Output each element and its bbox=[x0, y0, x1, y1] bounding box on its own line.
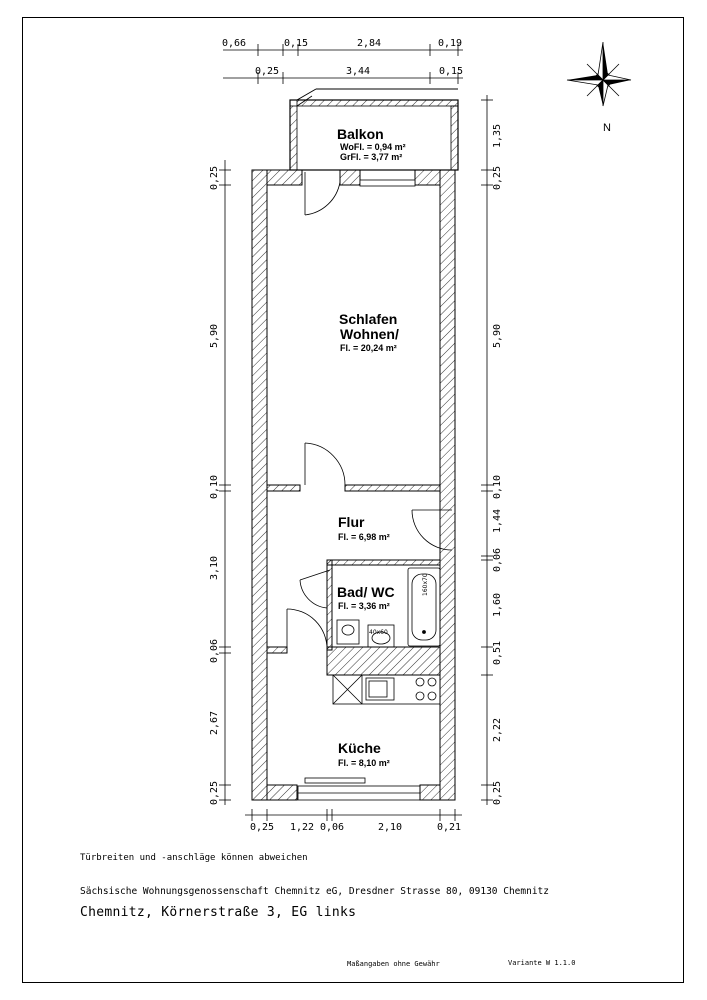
dim-top2-025: 0,25 bbox=[255, 66, 280, 77]
balkon-name: Balkon bbox=[337, 126, 384, 142]
bottom-dimensions bbox=[245, 809, 462, 821]
balkon-area-grfl: GrFl. = 3,77 m² bbox=[340, 152, 403, 162]
bad-name: Bad/ WC bbox=[337, 584, 395, 600]
dim-top-015: 0,15 bbox=[284, 38, 309, 49]
dim-top2-344: 3,44 bbox=[346, 66, 371, 77]
dim-left-025-top: 0,25 bbox=[209, 165, 220, 190]
dim-top-066: 0,66 bbox=[222, 38, 247, 49]
flur-area: Fl. = 6,98 m² bbox=[338, 532, 390, 542]
dim-right-590: 5,90 bbox=[492, 323, 503, 348]
dim-bottom-122: 1,22 bbox=[290, 822, 315, 833]
dim-right-025-bottom: 0,25 bbox=[492, 780, 503, 805]
dim-left-310: 3,10 bbox=[209, 555, 220, 580]
schlafen-area: Fl. = 20,24 m² bbox=[340, 343, 397, 353]
dim-right-135: 1,35 bbox=[492, 123, 503, 148]
dim-right-025-top: 0,25 bbox=[492, 165, 503, 190]
schlafen-name: Schlafen bbox=[339, 311, 398, 327]
walls bbox=[252, 170, 455, 800]
footer-variant: Variante W 1.1.0 bbox=[508, 959, 576, 967]
compass-label: N bbox=[603, 122, 611, 134]
left-dimensions bbox=[219, 160, 231, 805]
dim-left-006: 0,06 bbox=[209, 638, 220, 663]
dim-bottom-021: 0,21 bbox=[437, 822, 462, 833]
dim-left-267: 2,67 bbox=[209, 710, 220, 735]
bathtub-size: 160x70 bbox=[422, 573, 429, 596]
bad-area: Fl. = 3,36 m² bbox=[338, 601, 390, 611]
compass-icon bbox=[567, 42, 631, 106]
dim-bottom-025: 0,25 bbox=[250, 822, 275, 833]
dim-right-222: 2,22 bbox=[492, 717, 503, 742]
dim-right-144: 1,44 bbox=[492, 508, 503, 533]
dim-left-010: 0,10 bbox=[209, 474, 220, 499]
dim-right-006: 0,06 bbox=[492, 547, 503, 572]
dim-right-010: 0,10 bbox=[492, 474, 503, 499]
kueche-name: Küche bbox=[338, 740, 381, 756]
flur-name: Flur bbox=[338, 514, 365, 530]
top-dimensions bbox=[223, 44, 463, 84]
kitchen-counter bbox=[333, 675, 440, 704]
kueche-area: Fl. = 8,10 m² bbox=[338, 758, 390, 768]
dim-left-590: 5,90 bbox=[209, 323, 220, 348]
dim-left-025-bottom: 0,25 bbox=[209, 780, 220, 805]
dim-top-019: 0,19 bbox=[438, 38, 463, 49]
footer-address: Chemnitz, Körnerstraße 3, EG links bbox=[80, 905, 357, 920]
dim-right-160: 1,60 bbox=[492, 592, 503, 617]
dim-bottom-006: 0,06 bbox=[320, 822, 345, 833]
wohnen-name: Wohnen/ bbox=[340, 326, 399, 342]
footer-disclaimer: Maßangaben ohne Gewähr bbox=[347, 960, 440, 968]
washbasin-size: 40x60 bbox=[369, 629, 388, 636]
dim-bottom-210: 2,10 bbox=[378, 822, 403, 833]
balkon-area-wofl: WoFl. = 0,94 m² bbox=[340, 142, 406, 152]
footer-note: Türbreiten und -anschläge können abweichen bbox=[80, 853, 308, 863]
dim-top2-015: 0,15 bbox=[439, 66, 464, 77]
right-dimensions bbox=[481, 95, 493, 805]
dim-top-284: 2,84 bbox=[357, 38, 382, 49]
footer-company: Sächsische Wohnungsgenossenschaft Chemnitz eG, Dresdner Strasse 80, 09130 Chemnitz bbox=[80, 886, 549, 897]
dim-right-051: 0,51 bbox=[492, 640, 503, 665]
